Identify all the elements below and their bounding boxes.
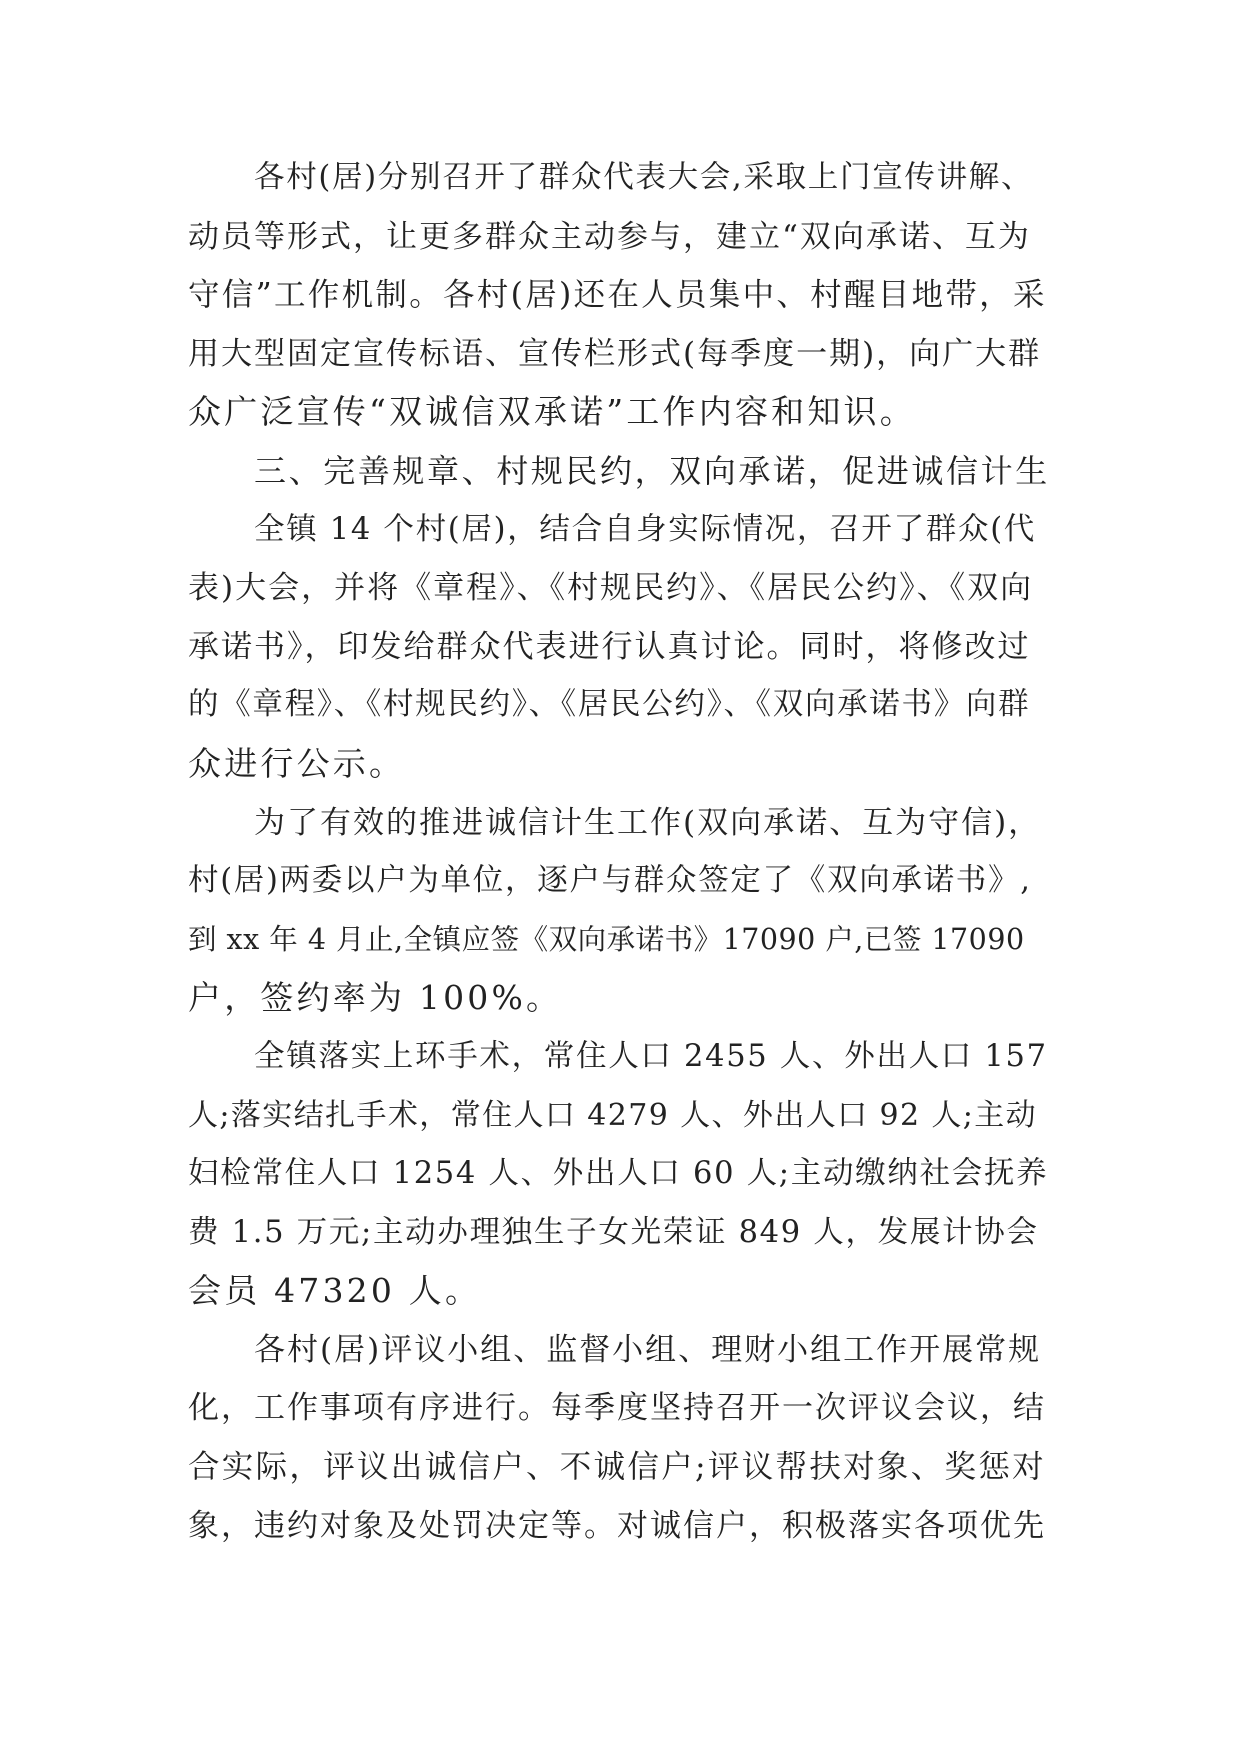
text-line: 象，违约对象及处罚决定等。对诚信户，积极落实各项优先 <box>188 1507 1046 1544</box>
text-line: 为了有效的推进诚信计生工作(双向承诺、互为守信)， <box>254 804 1042 841</box>
text-line: 全镇落实上环手术，常住人口 2455 人、外出人口 157 <box>254 1038 1048 1074</box>
text-line: 全镇 14 个村(居)，结合自身实际情况，召开了群众(代 <box>254 511 1036 547</box>
text-line: 众进行公示。 <box>188 743 406 783</box>
paragraph-regulations <box>188 501 1050 794</box>
text-line: 到 xx 年 4 月止,全镇应签《双向承诺书》17090 户,已签 17090 <box>188 922 1025 956</box>
text-line: 动员等形式，让更多群众主动参与，建立“双向承诺、互为 <box>188 218 1031 255</box>
text-line: 用大型固定宣传标语、宣传栏形式(每季度一期)，向广大群 <box>188 335 1042 372</box>
text-line: 人;落实结扎手术，常住人口 4279 人、外出人口 92 人;主动 <box>188 1097 1038 1133</box>
paragraph-propaganda <box>188 149 1050 442</box>
section-heading-three <box>188 442 1050 501</box>
text-line: 各村(居)评议小组、监督小组、理财小组工作开展常规 <box>254 1331 1042 1368</box>
text-line: 会员 47320 人。 <box>188 1271 482 1311</box>
text-line: 的《章程》、《村规民约》、《居民公约》、《双向承诺书》向群 <box>188 687 1031 723</box>
text-line: 化，工作事项有序进行。每季度坚持召开一次评议会议，结 <box>188 1390 1046 1427</box>
text-line: 各村(居)分别召开了群众代表大会,采取上门宣传讲解、 <box>254 160 1034 195</box>
text-line: 村(居)两委以户为单位，逐户与群众签定了《双向承诺书》, <box>188 863 1032 899</box>
text-line: 承诺书》，印发给群众代表进行认真讨论。同时，将修改过 <box>188 628 1031 665</box>
paragraph-commitment <box>188 794 1050 1028</box>
paragraph-statistics <box>188 1028 1050 1321</box>
text-line: 户，签约率为 100%。 <box>188 978 563 1018</box>
text-line: 合实际，评议出诚信户、不诚信户;评议帮扶对象、奖惩对 <box>188 1449 1046 1486</box>
text-line: 表)大会，并将《章程》、《村规民约》、《居民公约》、《双向 <box>188 570 1034 607</box>
text-line: 妇检常住人口 1254 人、外出人口 60 人;主动缴纳社会抚养 <box>188 1156 1049 1192</box>
paragraph-review-groups <box>188 1321 1050 1555</box>
text-line: 守信”工作机制。各村(居)还在人员集中、村醒目地带，采 <box>188 277 1047 314</box>
document-body <box>188 149 1050 1555</box>
text-line: 费 1.5 万元;主动办理独生子女光荣证 849 人，发展计协会 <box>188 1214 1039 1250</box>
text-line: 众广泛宣传“双诚信双承诺”工作内容和知识。 <box>188 392 916 432</box>
section-heading-text: 三、完善规章、村规民约，双向承诺，促进诚信计生 <box>254 451 1050 490</box>
